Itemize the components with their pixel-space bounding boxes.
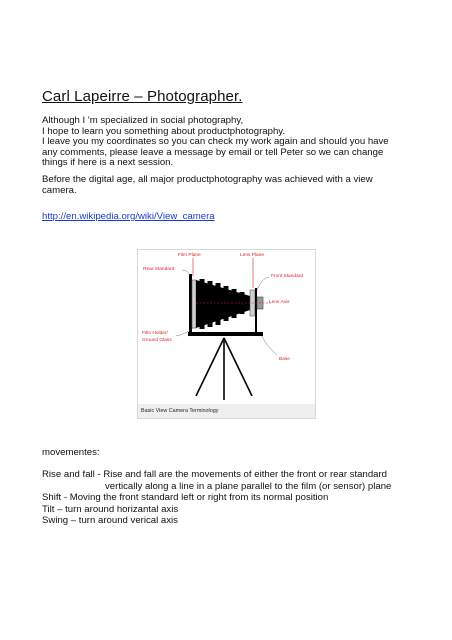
view-camera-diagram <box>137 249 316 419</box>
digital-age-line: camera. <box>42 184 77 196</box>
label-film-plane: Film Plane <box>178 253 201 258</box>
intro-line: I leave you my coordinates so you can check my work again and should you have <box>42 136 389 148</box>
front-standard-post <box>255 288 257 332</box>
intro-line: I hope to learn you something about productphotography. <box>42 125 286 137</box>
label-rear-standard: Rear Standard <box>143 267 175 272</box>
label-base: Base <box>279 357 290 362</box>
movement-tilt: Tilt – turn around horizantal axis <box>42 503 179 515</box>
figure-caption: Basic View Camera Terminology <box>138 404 315 418</box>
wikipedia-link[interactable]: http://en.wikipedia.org/wiki/View_camera <box>42 211 215 222</box>
digital-age-paragraph <box>42 175 373 196</box>
base-leader <box>262 336 277 355</box>
movement-rise-fall: Rise and fall - Rise and fall are the movements of either the front or rear standard <box>42 469 388 480</box>
page-title: Carl Lapeirre – Photographer. <box>42 88 243 105</box>
tripod-leg-left <box>196 338 224 396</box>
section-heading: movementes: <box>42 447 100 458</box>
label-lens-plane: Lens Plane <box>240 253 265 258</box>
label-front-standard: Front Standard <box>271 274 303 279</box>
front-standard-leader <box>257 277 269 290</box>
movement-shift: Shift - Moving the front standard left or right from its normal position <box>42 492 329 503</box>
label-ground-glass: Ground Glass <box>142 338 172 343</box>
movement-swing: Swing – turn around verical axis <box>42 515 178 526</box>
intro-line: any comments, please leave a message by email or tell Peter so we can change <box>42 146 384 158</box>
rear-standard-plate <box>192 280 196 328</box>
base-rail <box>188 332 263 336</box>
movement-rise-fall-continued: vertically along a line in a plane parallel to the film (or sensor) plane <box>105 480 392 492</box>
tripod <box>196 338 252 400</box>
intro-line: things if here is a next session. <box>42 157 174 169</box>
label-film-holder: Film Holder/ <box>142 331 168 336</box>
intro-line: Although I 'm specialized in social photography, <box>42 115 244 126</box>
digital-age-line: Before the digital age, all major productphotography was achieved with a view <box>42 174 373 185</box>
label-lens-axis: Lens Axis <box>269 300 290 305</box>
rear-standard-leader <box>182 270 190 276</box>
tripod-leg-right <box>224 338 252 396</box>
intro-paragraph <box>42 116 389 169</box>
rear-standard-post <box>189 274 192 332</box>
movements-list <box>42 469 391 527</box>
